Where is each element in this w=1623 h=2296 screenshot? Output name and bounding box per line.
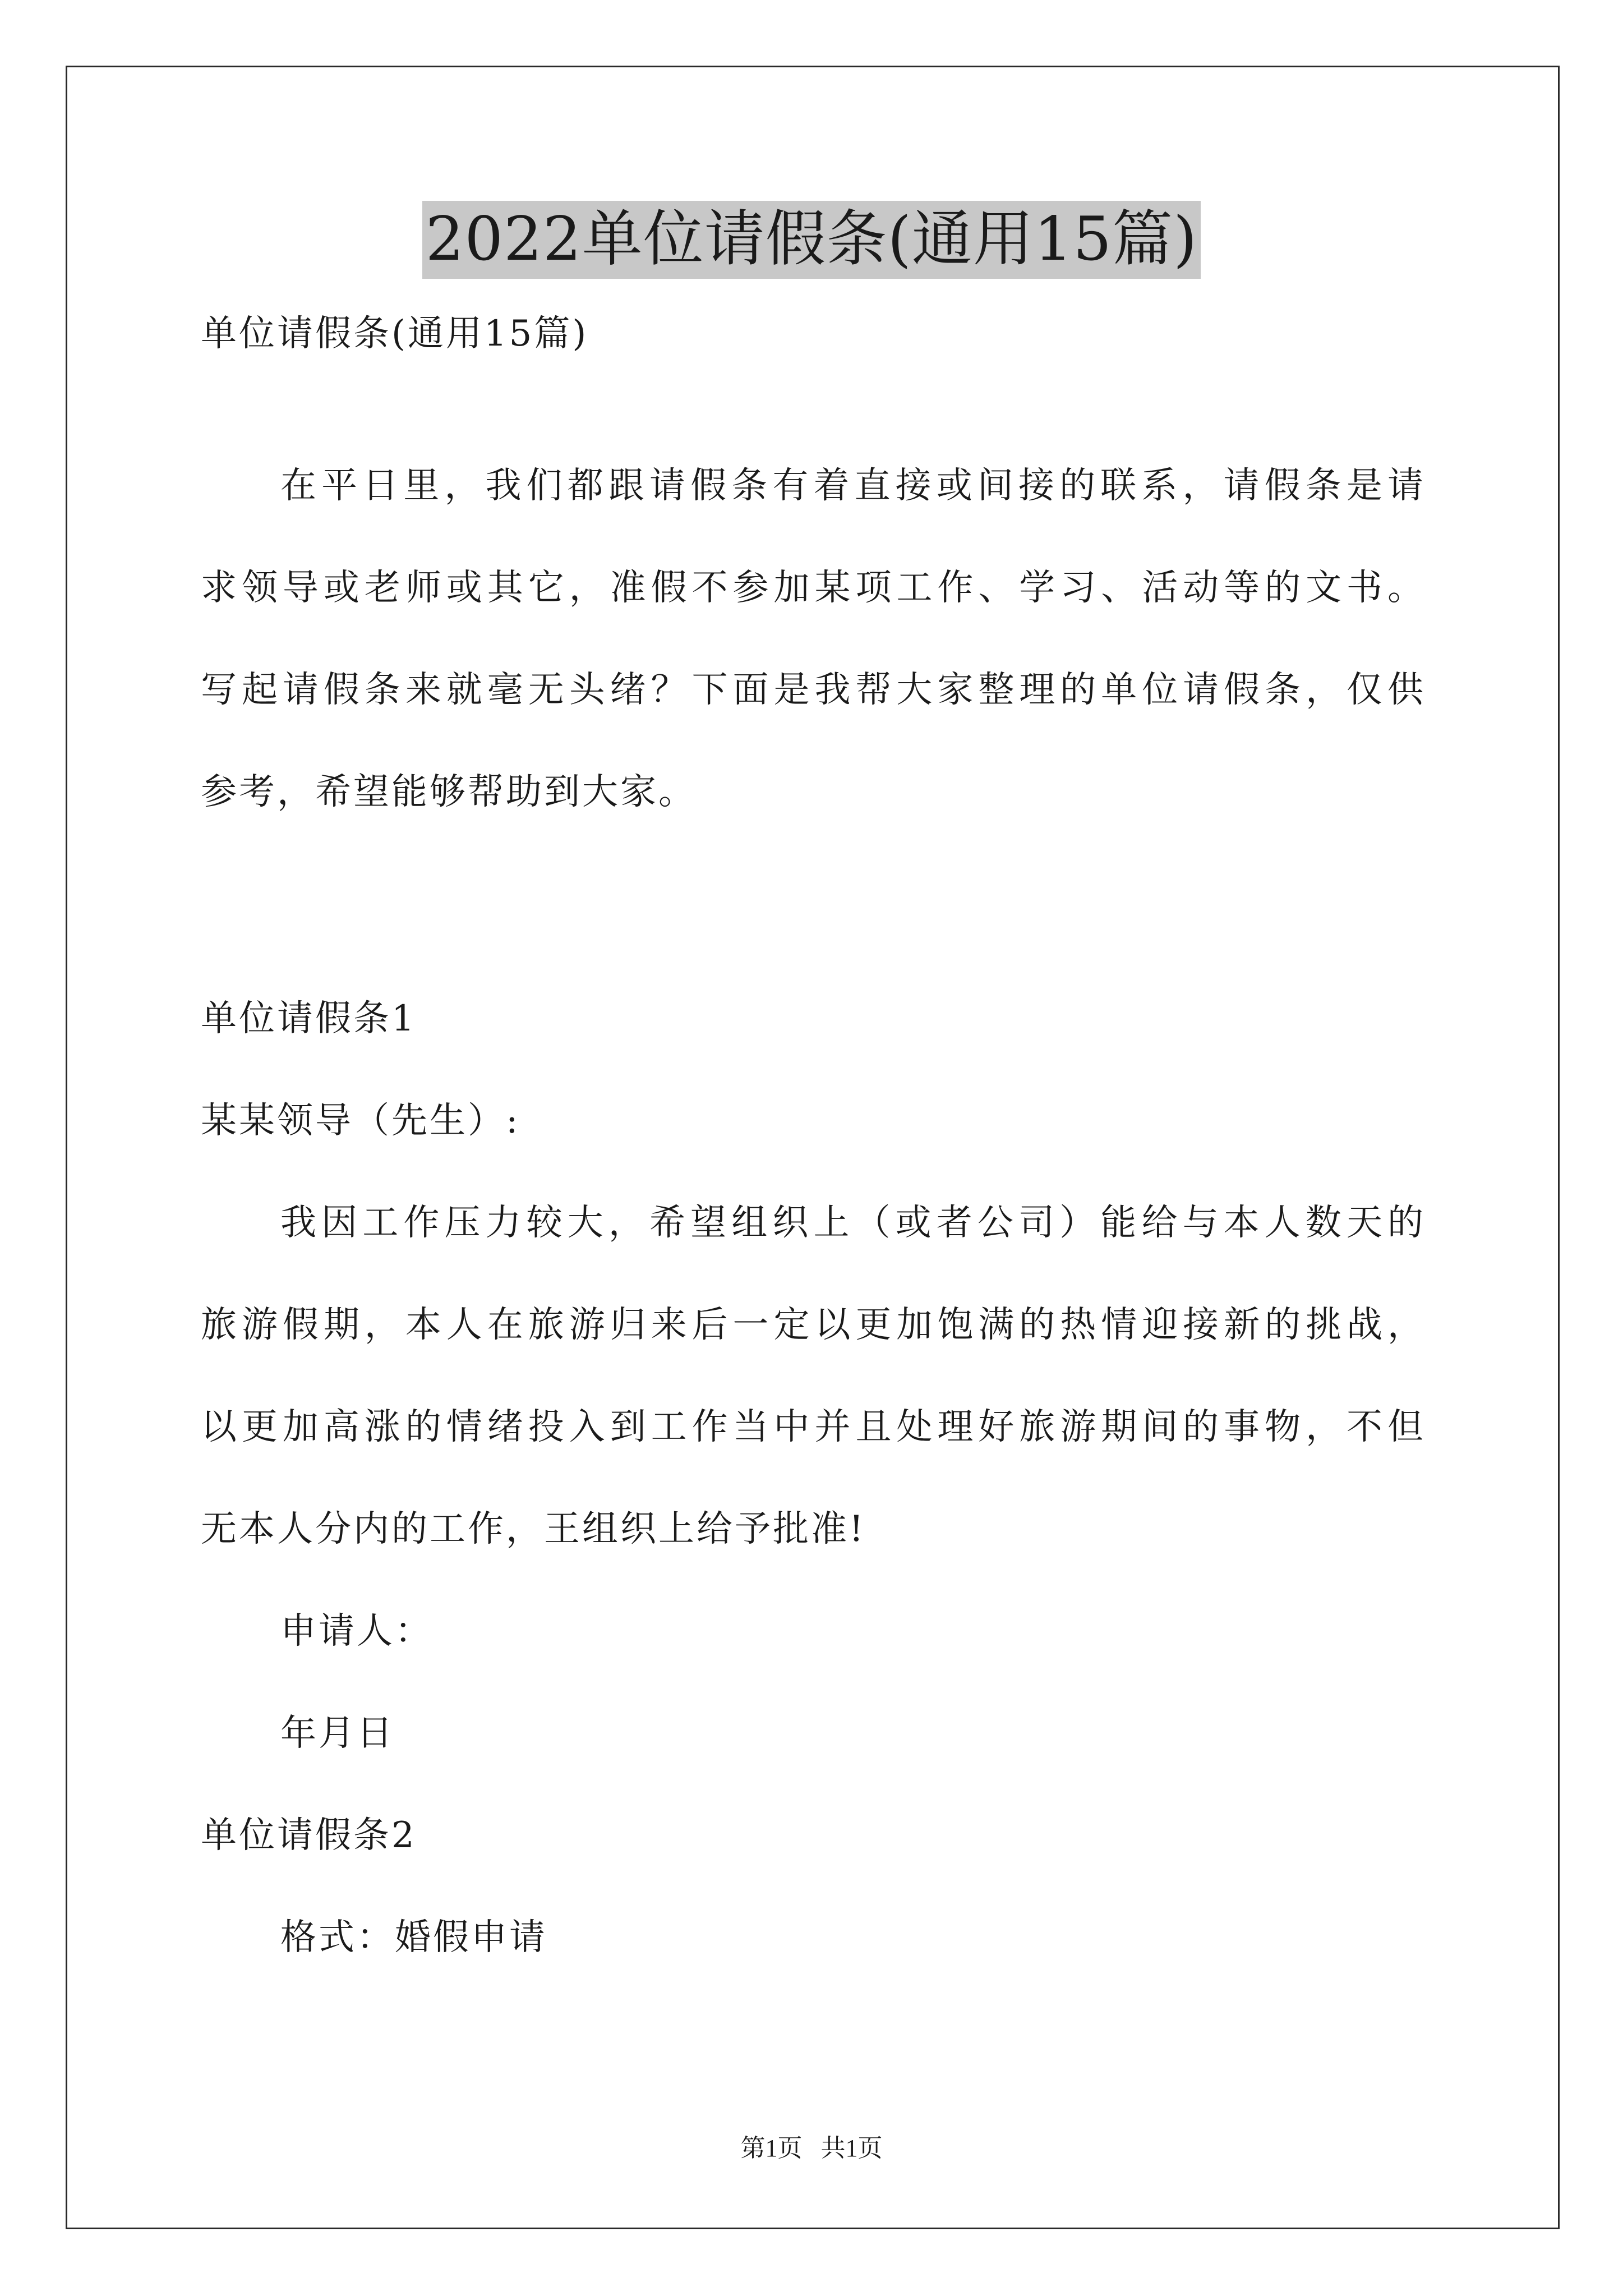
applicant-label: 申请人： xyxy=(280,1611,433,1652)
date-label: 年月日 xyxy=(280,1713,395,1754)
subtitle: 单位请假条(通用15篇) xyxy=(201,313,589,355)
section-1-heading: 单位请假条1 xyxy=(201,998,417,1039)
section-2-heading: 单位请假条2 xyxy=(201,1815,417,1856)
title-highlight: 2022单位请假条(通用15篇) xyxy=(422,201,1201,279)
document-title xyxy=(0,200,1623,279)
section-2-format: 格式：婚假申请 xyxy=(280,1917,547,1958)
intro-line-3: 写起请假条来就毫无头绪？下面是我帮大家整理的单位请假条，仅供 xyxy=(201,669,1423,711)
intro-line-4: 参考，希望能够帮助到大家。 xyxy=(201,771,697,813)
page-footer: 第1页 共1页 xyxy=(740,2134,883,2162)
section-1-salutation: 某某领导（先生）: xyxy=(201,1100,520,1142)
section-1-body-line-4: 无本人分内的工作，王组织上给予批准! xyxy=(201,1508,866,1550)
section-1-body-line-3: 以更加高涨的情绪投入到工作当中并且处理好旅游期间的事物，不但 xyxy=(201,1406,1423,1448)
page-border xyxy=(66,66,1560,2229)
section-1-body-line-2: 旅游假期，本人在旅游归来后一定以更加饱满的热情迎接新的挑战， xyxy=(201,1304,1423,1346)
intro-line-2: 求领导或老师或其它，准假不参加某项工作、学习、活动等的文书。 xyxy=(201,567,1423,609)
section-1-body-line-1: 我因工作压力较大，希望组织上（或者公司）能给与本人数天的 xyxy=(280,1202,1423,1244)
intro-line-1: 在平日里，我们都跟请假条有着直接或间接的联系，请假条是请 xyxy=(280,465,1423,507)
